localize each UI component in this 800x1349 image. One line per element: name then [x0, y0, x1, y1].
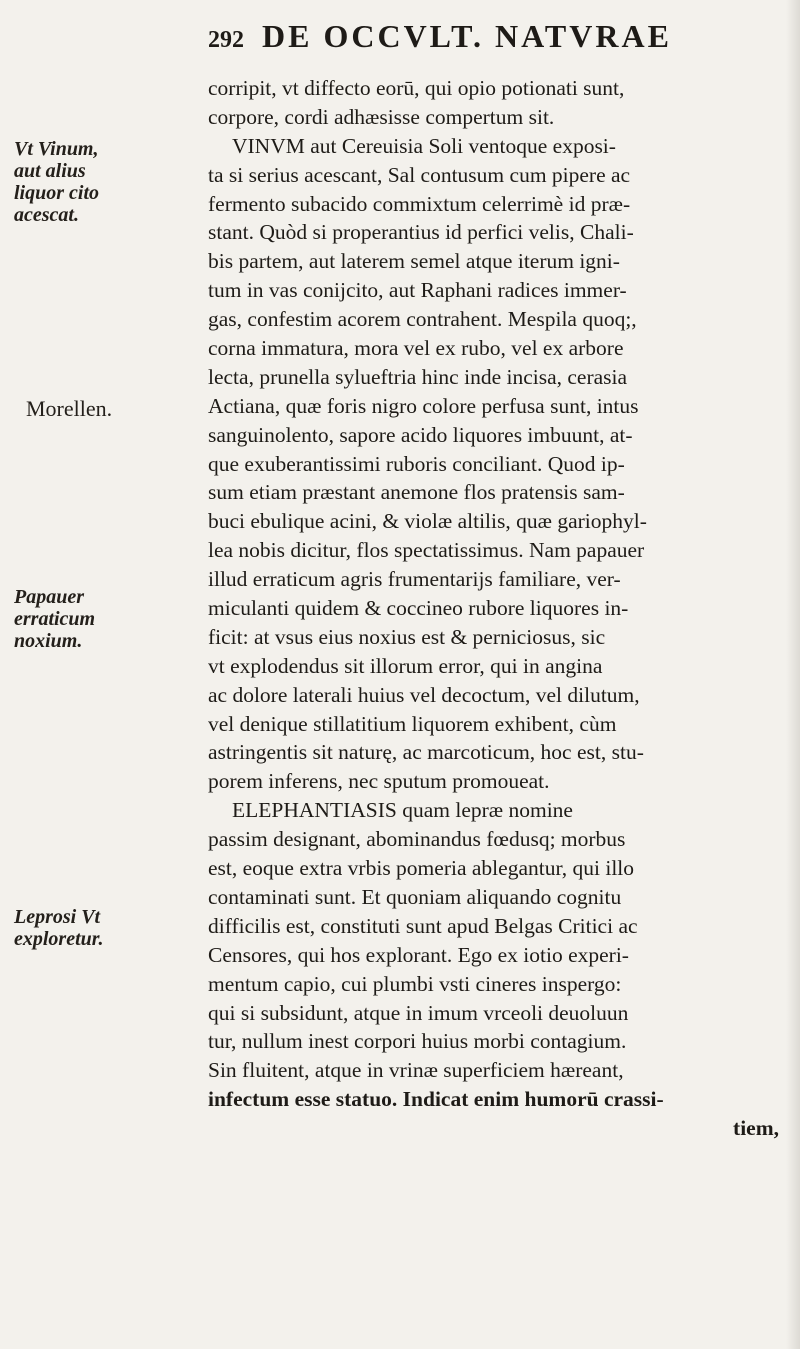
running-head: DE OCCVLT. NATVRAE: [262, 18, 672, 54]
text-line: miculanti quidem & coccineo rubore liquores in-: [208, 596, 629, 621]
text-line: corpore, cordi adhæsisse compertum sit.: [208, 104, 555, 129]
text-line: buci ebulique acini, & violæ altilis, quæ gariophyl-: [208, 509, 647, 534]
text-line: lecta, prunella sylueftria hinc inde incisa, cerasia: [208, 364, 628, 389]
text-line: astringentis sit naturę, ac marcoticum, hoc est, stu-: [208, 740, 644, 765]
text-line: vt explodendus sit illorum error, qui in angina: [208, 653, 603, 678]
margin-note-papauer: [14, 586, 95, 652]
margin-note-line: liquor cito: [14, 182, 100, 204]
text-line: tur, nullum inest corpori huius morbi contagium.: [208, 1029, 627, 1054]
text-line: ac dolore laterali huius vel decoctum, vel dilutum,: [208, 682, 640, 707]
text-line: difficilis est, constituti sunt apud Belgas Critici ac: [208, 913, 638, 938]
margin-note-line: exploretur.: [14, 928, 104, 950]
margin-note-line: noxium.: [14, 630, 83, 652]
page-number: 292: [208, 27, 244, 53]
text-line: VINVM aut Cereuisia Soli ventoque exposi-: [232, 133, 616, 158]
text-line: bis partem, aut laterem semel atque iterum igni-: [208, 249, 620, 274]
body-text: [208, 74, 793, 1143]
text-line: gas, confestim acorem contrahent. Mespila quoq;,: [208, 307, 637, 332]
text-line: ficit: at vsus eius noxius est & perniciosus, sic: [208, 624, 606, 649]
text-line: sanguinolento, sapore acido liquores imbuunt, at-: [208, 422, 633, 447]
text-line: contaminati sunt. Et quoniam aliquando cognitu: [208, 884, 622, 909]
text-line: mentum capio, cui plumbi vsti cineres inspergo:: [208, 971, 622, 996]
text-line: infectum esse statuo. Indicat enim humorū crassi-: [208, 1087, 664, 1112]
margin-note-line: Vt Vinum,: [14, 138, 99, 160]
text-line: ELEPHANTIASIS quam lepræ nomine: [232, 798, 573, 823]
text-line: Sin fluitent, atque in vrinæ superficiem hæreant,: [208, 1058, 624, 1083]
margin-note-line: aut alius: [14, 160, 86, 182]
margin-note-line: Leprosi Vt: [14, 906, 101, 928]
text-line: porem inferens, nec sputum promoueat.: [208, 769, 550, 794]
text-line: que exuberantissimi ruboris conciliant. Quod ip-: [208, 451, 625, 476]
text-line: Censores, qui hos explorant. Ego ex iotio experi-: [208, 942, 629, 967]
text-line: illud erraticum agris frumentarijs familiare, ver-: [208, 567, 621, 592]
text-line: passim designant, abominandus fœdusq; morbus: [208, 827, 626, 852]
margin-note-line: erraticum: [14, 608, 96, 630]
text-line: corripit, vt diffecto eorū, qui opio potionati sunt,: [208, 76, 625, 100]
text-line: ta si serius acescant, Sal contusum cum pipere ac: [208, 162, 631, 187]
text-line: vel denique stillatitium liquorem exhibent, cùm: [208, 711, 617, 736]
text-line: tum in vas conijcito, aut Raphani radices immer-: [208, 278, 627, 303]
text-line: stant. Quòd si properantius id perfici velis, Chali-: [208, 220, 634, 245]
margin-note-leprosi: [14, 906, 103, 950]
margin-note-vinum: [14, 138, 99, 226]
text-line: fermento subacido commixtum celerrimè id præ-: [208, 191, 631, 216]
text-line: sum etiam præstant anemone flos pratensis sam-: [208, 480, 625, 505]
text-line: lea nobis dicitur, flos spectatissimus. Nam papauer: [208, 538, 645, 563]
page-header: [208, 18, 672, 58]
margin-note-line: Papauer: [14, 586, 84, 608]
margin-note-line: acescat.: [14, 204, 79, 226]
text-line: tiem,: [733, 1116, 779, 1141]
text-line: Actiana, quæ foris nigro colore perfusa sunt, intus: [208, 393, 639, 418]
text-line: corna immatura, mora vel ex rubo, vel ex arbore: [208, 336, 624, 361]
text-line: qui si subsidunt, atque in imum vrceoli deuoluun: [208, 1000, 629, 1025]
text-line: est, eoque extra vrbis pomeria ablegantur, qui illo: [208, 856, 635, 881]
margin-note-morellen: Morellen.: [26, 396, 113, 421]
